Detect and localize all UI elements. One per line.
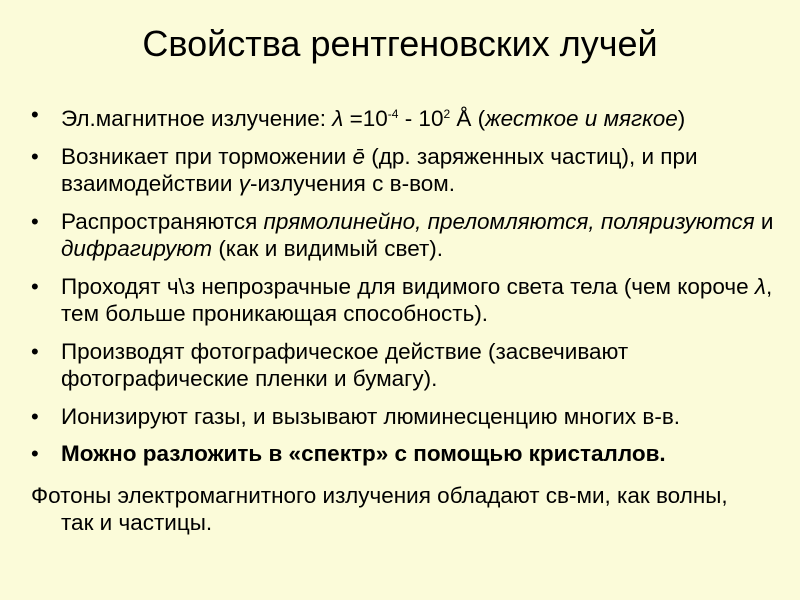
- footer-line: Фотоны электромагнитного излучения обладают св-ми, как волны,: [31, 483, 728, 508]
- exponent: 2: [443, 107, 451, 121]
- bullet-icon: •: [31, 274, 39, 299]
- footer-paragraph: [31, 482, 796, 536]
- bullet-icon: •: [31, 209, 39, 234]
- item-italic-text: дифрагируют: [61, 236, 213, 261]
- bullet-icon: •: [31, 339, 39, 364]
- bullet-item-propagation: [0, 208, 800, 262]
- item-text: , тем больше проникающая способность).: [61, 274, 773, 326]
- bullet-icon: •: [31, 144, 39, 169]
- exponent: -4: [387, 107, 399, 121]
- bullet-item-wavelength: [0, 101, 800, 132]
- footer-line: так и частицы.: [61, 510, 213, 535]
- item-italic-text: прямолинейно, преломляются, поляризуются: [263, 209, 755, 234]
- bullet-item-origin: [0, 143, 800, 197]
- bullet-icon: •: [31, 102, 39, 127]
- item-text: (как и видимый свет).: [212, 236, 444, 261]
- lambda-symbol: λ: [332, 106, 344, 131]
- bullet-item-ionization: [0, 403, 800, 430]
- item-text: Распространяются: [61, 209, 264, 234]
- item-text: Ионизируют газы, и вызывают люминесценцию многих в-в.: [61, 404, 681, 429]
- item-italic-text: жесткое и мягкое: [485, 106, 678, 131]
- lambda-symbol: λ: [754, 274, 766, 299]
- item-text: Эл.магнитное излучение:: [61, 106, 333, 131]
- bullet-list: [0, 101, 800, 478]
- item-text: =10: [343, 106, 388, 131]
- bullet-item-photographic: [0, 338, 800, 392]
- item-text: Возникает при торможении: [61, 144, 353, 169]
- item-text: и: [754, 209, 774, 234]
- item-text: (др. заряженных частиц), и при взаимодействии: [61, 144, 698, 196]
- bullet-item-penetration: [0, 273, 800, 327]
- bullet-item-spectrum: [0, 440, 800, 467]
- item-text: Å (: [450, 106, 486, 131]
- item-text: -излучения с в-вом.: [249, 171, 456, 196]
- item-text: Производят фотографическое действие (засвечивают фотографические пленки и бумагу).: [61, 339, 629, 391]
- slide-title: Свойства рентгеновских лучей: [142, 23, 658, 64]
- item-text: - 10: [398, 106, 444, 131]
- electron-symbol: ē: [352, 144, 365, 169]
- item-bold-text: Можно разложить в «спектр» с помощью кристаллов.: [61, 441, 666, 466]
- gamma-symbol: γ: [238, 171, 250, 196]
- item-text: ): [677, 106, 686, 131]
- bullet-icon: •: [31, 404, 39, 429]
- bullet-icon: •: [31, 441, 39, 466]
- item-text: Проходят ч\з непрозрачные для видимого света тела (чем короче: [61, 274, 755, 299]
